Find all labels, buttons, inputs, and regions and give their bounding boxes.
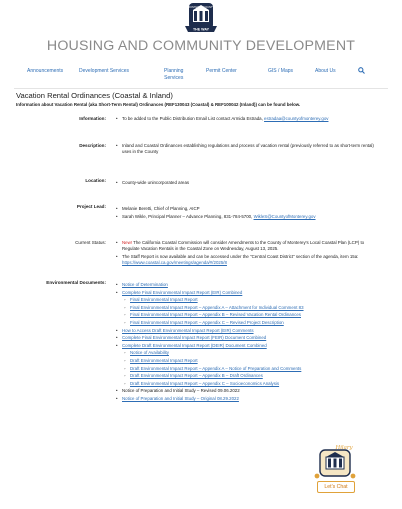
site-title: HOUSING AND COMMUNITY DEVELOPMENT xyxy=(46,38,356,54)
chat-cursive-text: Hilary xyxy=(335,445,353,451)
county-seal-icon xyxy=(181,2,221,38)
env-doc-item[interactable] xyxy=(124,350,374,356)
list-item xyxy=(116,240,374,252)
page-intro: Information about Vacation Rental (aka Short-Term Rental) Ordinances (REF130043 (Coastal) & REF100042 (Inland)) can be found below. xyxy=(16,102,301,107)
env-doc-item[interactable] xyxy=(124,358,374,364)
nav-planning-services[interactable]: Planning Services xyxy=(164,68,184,81)
env-doc-item[interactable] xyxy=(124,373,374,379)
page-title: Vacation Rental Ordinances (Coastal & Inland) xyxy=(16,91,173,100)
list-item: • County-wide unincorporated areas xyxy=(116,180,374,186)
env-doc-link[interactable]: Complete Final Environmental Impact Report (EIR) Combined xyxy=(122,289,243,295)
env-doc-link[interactable]: Draft Environmental Impact Report – Appendix B – Draft Ordinances xyxy=(130,373,263,379)
env-doc-item[interactable] xyxy=(124,381,374,387)
new-badge: New! xyxy=(122,240,133,245)
nav-development-services[interactable]: Development Services xyxy=(79,68,130,74)
env-doc-item[interactable] xyxy=(116,290,374,296)
label-description: Description: xyxy=(79,143,106,148)
status-text-1: The California Coastal Commission will consider Amendments to the County of Monterey's Local Coastal Plan (LCP) to Regulate Vacation Rentals in the Coastal Zone on Wednesday, August 13, 2025. xyxy=(122,240,365,251)
nav-permit-center[interactable]: Permit Center xyxy=(206,68,237,74)
label-current-status: Current Status: xyxy=(75,240,106,245)
agenda-link[interactable]: https://www.coastal.ca.gov/meetings/agenda/#/2025/8 xyxy=(122,259,227,265)
location-value xyxy=(116,180,374,188)
label-information: Information: xyxy=(79,116,106,121)
nav-divider xyxy=(14,88,388,89)
label-project-lead: Project Lead: xyxy=(76,204,106,209)
current-status-value xyxy=(116,240,374,267)
env-doc-item[interactable] xyxy=(116,328,374,334)
env-doc-link[interactable]: Draft Environmental Impact Report xyxy=(130,357,198,363)
information-text: To be added to the Public Distribution Email List contact Armida Estrada, xyxy=(122,116,265,121)
env-doc-item[interactable] xyxy=(116,282,374,288)
env-doc-item[interactable] xyxy=(116,335,374,341)
env-doc-item[interactable] xyxy=(124,305,374,311)
nav-announcements[interactable]: Announcements xyxy=(27,68,64,74)
env-doc-item[interactable] xyxy=(124,366,374,372)
label-location: Location: xyxy=(85,178,106,183)
logo-banner-text: THE WAY xyxy=(192,27,210,32)
logo-top-text: MONTEREY COUNTY xyxy=(187,6,215,10)
nav-gis-maps[interactable]: GIS / Maps xyxy=(268,68,294,74)
env-doc-link[interactable]: Final Environmental Impact Report – Appendix C – Revised Project Description xyxy=(130,319,284,325)
list-item xyxy=(116,116,374,122)
description-value xyxy=(116,143,374,157)
project-lead-line2: Sarah Wikle, Principal Planner – Advance Planning, 831-784-5700, xyxy=(122,213,254,219)
env-doc-link[interactable]: Final Environmental Impact Report xyxy=(130,297,198,303)
status-text-2: The Staff Report is now available and can be accessed under the "Central Coast District" section of the agenda, item 15a: xyxy=(122,253,359,259)
nav-about-us[interactable]: About Us xyxy=(315,68,336,74)
lets-chat-button[interactable]: Let's Chat xyxy=(317,481,355,493)
list-item xyxy=(116,254,374,266)
env-doc-link[interactable]: Notice of Determination xyxy=(122,282,168,287)
env-doc-link[interactable]: Complete Final Environmental Impact Report (FEIR) Document Combined xyxy=(122,335,267,341)
list-item: • Inland and Coastal Ordinances establishing regulations and process of vacation rental (previously referred to as short-term rental) uses in the County xyxy=(116,143,374,155)
environmental-documents-list xyxy=(116,282,374,404)
env-doc-link[interactable]: Final Environmental Impact Report – Appendix B – Revised Vacation Rental Ordinances xyxy=(130,312,301,318)
env-doc-item[interactable] xyxy=(124,297,374,303)
env-doc-item[interactable] xyxy=(116,343,374,349)
env-doc-link[interactable]: Draft Environmental Impact Report – Appendix A – Notice of Preparation and Comments xyxy=(130,365,302,371)
project-lead-value xyxy=(116,206,374,221)
env-doc-item[interactable] xyxy=(124,312,374,318)
env-doc-item xyxy=(116,388,374,394)
list-item xyxy=(116,214,374,220)
information-value xyxy=(116,116,374,124)
env-doc-item[interactable] xyxy=(124,320,374,326)
main-nav xyxy=(0,68,402,90)
env-doc-link[interactable]: How to Access Draft Environmental Impact Report (EIR) Comments xyxy=(122,327,254,333)
email-link-wikle[interactable]: WikleS@CountyofMonterey.gov xyxy=(253,213,316,219)
list-item: • Melanie Beretti, Chief of Planning, AICP xyxy=(116,206,374,212)
env-doc-link[interactable]: Draft Environmental Impact Report – Appendix C – Socioeconomics Analysis xyxy=(130,380,280,386)
env-doc-link[interactable]: Notice of Availability xyxy=(130,350,169,356)
search-icon xyxy=(358,67,365,74)
chat-widget[interactable] xyxy=(311,443,359,495)
email-link-estrada[interactable]: estradaa@countyofmonterey.gov xyxy=(264,116,329,121)
env-doc-link[interactable]: Notice of Preparation and Initial Study – Original 08.29.2022 xyxy=(122,395,239,401)
env-doc-text: Notice of Preparation and Initial Study – Revised 09.06.2022 xyxy=(122,388,240,394)
label-environmental-documents: Environmental Documents: xyxy=(46,280,106,285)
chat-mascot-icon xyxy=(311,443,359,483)
env-doc-link[interactable]: Final Environmental Impact Report – Appendix A – Attachment for Individual Comment 83 xyxy=(130,304,304,310)
env-doc-item[interactable] xyxy=(116,396,374,402)
env-doc-link[interactable]: Complete Draft Environmental Impact Report (DEIR) Document Combined xyxy=(122,342,267,348)
nav-search-button[interactable] xyxy=(358,67,365,77)
county-logo[interactable] xyxy=(181,2,221,38)
